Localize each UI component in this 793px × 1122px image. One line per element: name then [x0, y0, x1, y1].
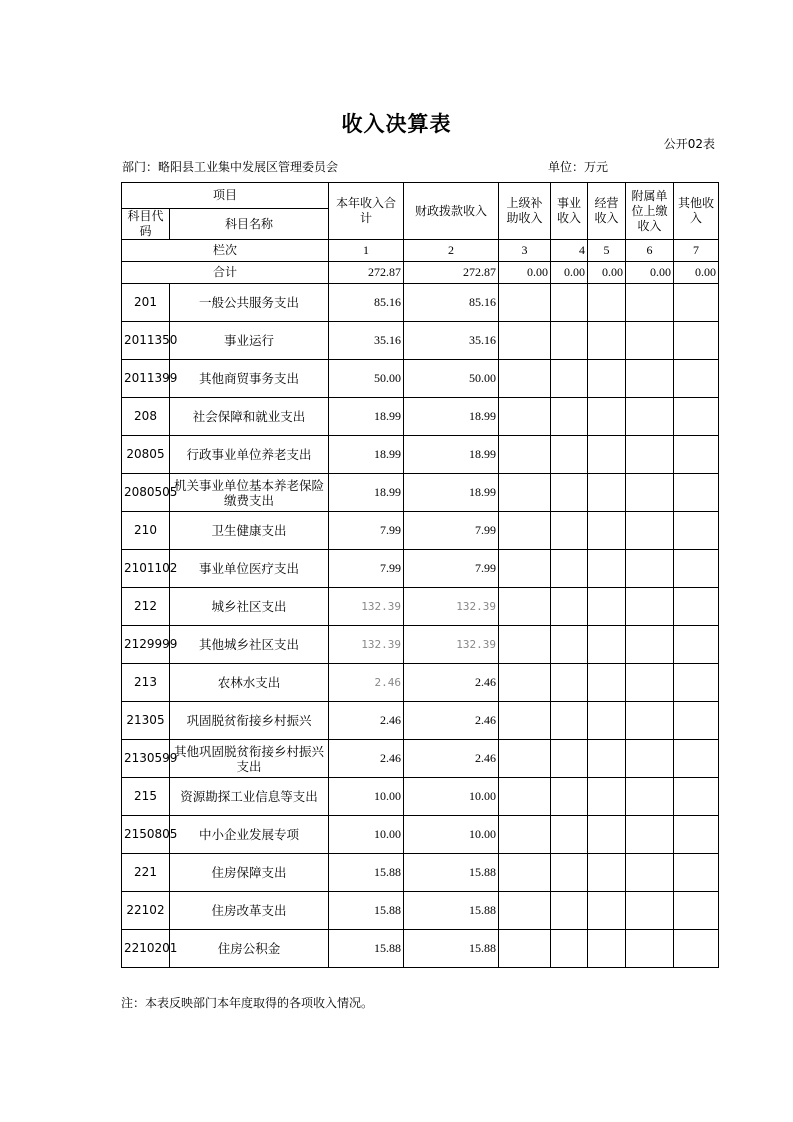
total-income-cell: 2.46 [329, 664, 404, 702]
subject-name: 其他巩固脱贫衔接乡村振兴支出 [170, 740, 329, 778]
total-income-cell: 10.00 [329, 816, 404, 854]
footnote: 注：本表反映部门本年度取得的各项收入情况。 [121, 996, 374, 1010]
total-income-cell: 2.46 [329, 702, 404, 740]
subject-name: 机关事业单位基本养老保险缴费支出 [170, 474, 329, 512]
subject-name: 农林水支出 [170, 664, 329, 702]
fiscal-income-cell: 132.39 [404, 626, 499, 664]
fiscal-income-cell: 10.00 [404, 816, 499, 854]
header-subject-code: 科目代码 [122, 209, 170, 240]
fiscal-income-cell: 10.00 [404, 778, 499, 816]
total-value: 272.87 [329, 262, 404, 284]
table-row [122, 474, 719, 512]
table-row [122, 740, 719, 778]
total-row [122, 262, 719, 284]
subject-code: 2130599 [122, 740, 170, 778]
total-income-cell: 15.88 [329, 854, 404, 892]
total-income-cell: 15.88 [329, 930, 404, 968]
subject-name: 行政事业单位养老支出 [170, 436, 329, 474]
total-income-cell: 50.00 [329, 360, 404, 398]
total-value: 0.00 [626, 262, 674, 284]
subject-code: 213 [122, 664, 170, 702]
total-income-cell: 18.99 [329, 398, 404, 436]
total-income-cell: 132.39 [329, 588, 404, 626]
header-subject-name: 科目名称 [170, 209, 329, 240]
table-row [122, 816, 719, 854]
fiscal-income-cell: 50.00 [404, 360, 499, 398]
table-row [122, 930, 719, 968]
total-label: 合计 [122, 262, 329, 284]
fiscal-income-cell: 85.16 [404, 284, 499, 322]
subject-code: 21305 [122, 702, 170, 740]
total-income-cell: 35.16 [329, 322, 404, 360]
table-row [122, 398, 719, 436]
income-table [121, 182, 719, 968]
subject-code: 2101102 [122, 550, 170, 588]
subject-name: 住房公积金 [170, 930, 329, 968]
subject-code: 2011399 [122, 360, 170, 398]
table-row [122, 284, 719, 322]
fiscal-income-cell: 18.99 [404, 436, 499, 474]
fiscal-income-cell: 18.99 [404, 474, 499, 512]
total-income-cell: 85.16 [329, 284, 404, 322]
subject-name: 城乡社区支出 [170, 588, 329, 626]
table-row [122, 360, 719, 398]
subject-code: 201 [122, 284, 170, 322]
line-label: 栏次 [122, 240, 329, 262]
fiscal-income-cell: 15.88 [404, 930, 499, 968]
total-income-cell: 7.99 [329, 550, 404, 588]
fiscal-income-cell: 15.88 [404, 854, 499, 892]
page-title: 收入决算表 [341, 112, 452, 136]
subject-code: 210 [122, 512, 170, 550]
subject-name: 其他商贸事务支出 [170, 360, 329, 398]
line-col: 4 [551, 240, 588, 262]
subject-code: 22102 [122, 892, 170, 930]
form-code: 公开02表 [663, 137, 715, 151]
table-row [122, 436, 719, 474]
fiscal-income-cell: 2.46 [404, 702, 499, 740]
total-income-cell: 18.99 [329, 436, 404, 474]
subject-name: 事业单位医疗支出 [170, 550, 329, 588]
subject-code: 215 [122, 778, 170, 816]
subject-code: 2129999 [122, 626, 170, 664]
subject-code: 2150805 [122, 816, 170, 854]
table-row [122, 702, 719, 740]
total-value: 0.00 [674, 262, 719, 284]
fiscal-income-cell: 15.88 [404, 892, 499, 930]
subject-name: 一般公共服务支出 [170, 284, 329, 322]
line-col: 1 [329, 240, 404, 262]
table-row [122, 626, 719, 664]
header-fiscal-income: 财政拨款收入 [404, 183, 499, 240]
line-col: 2 [404, 240, 499, 262]
line-col: 5 [588, 240, 626, 262]
total-income-cell: 132.39 [329, 626, 404, 664]
header-business-income: 事业收入 [551, 183, 588, 240]
subject-name: 资源勘探工业信息等支出 [170, 778, 329, 816]
table-row [122, 892, 719, 930]
table-row [122, 512, 719, 550]
subject-name: 中小企业发展专项 [170, 816, 329, 854]
table-row [122, 778, 719, 816]
subject-name: 其他城乡社区支出 [170, 626, 329, 664]
subject-name: 住房改革支出 [170, 892, 329, 930]
total-value: 0.00 [499, 262, 551, 284]
total-income-cell: 15.88 [329, 892, 404, 930]
line-number-row [122, 240, 719, 262]
subject-code: 208 [122, 398, 170, 436]
total-value: 0.00 [551, 262, 588, 284]
subject-code: 2011350 [122, 322, 170, 360]
unit-label: 单位：万元 [548, 160, 609, 174]
subject-name: 事业运行 [170, 322, 329, 360]
department-label: 部门：略阳县工业集中发展区管理委员会 [122, 160, 339, 174]
header-item: 项目 [122, 183, 329, 209]
fiscal-income-cell: 132.39 [404, 588, 499, 626]
subject-name: 住房保障支出 [170, 854, 329, 892]
table-row [122, 664, 719, 702]
header-operating-income: 经营收入 [588, 183, 626, 240]
table-row [122, 550, 719, 588]
line-col: 3 [499, 240, 551, 262]
line-col: 7 [674, 240, 719, 262]
table-row [122, 588, 719, 626]
total-value: 272.87 [404, 262, 499, 284]
fiscal-income-cell: 35.16 [404, 322, 499, 360]
fiscal-income-cell: 2.46 [404, 664, 499, 702]
fiscal-income-cell: 18.99 [404, 398, 499, 436]
total-income-cell: 10.00 [329, 778, 404, 816]
subject-code: 221 [122, 854, 170, 892]
fiscal-income-cell: 2.46 [404, 740, 499, 778]
line-col: 6 [626, 240, 674, 262]
total-income-cell: 2.46 [329, 740, 404, 778]
fiscal-income-cell: 7.99 [404, 512, 499, 550]
table-row [122, 854, 719, 892]
header-superior-subsidy: 上级补助收入 [499, 183, 551, 240]
total-income-cell: 7.99 [329, 512, 404, 550]
header-affiliated-income: 附属单位上缴收入 [626, 183, 674, 240]
subject-name: 社会保障和就业支出 [170, 398, 329, 436]
total-income-cell: 18.99 [329, 474, 404, 512]
table-row [122, 322, 719, 360]
subject-code: 2080505 [122, 474, 170, 512]
subject-code: 20805 [122, 436, 170, 474]
subject-code: 212 [122, 588, 170, 626]
subject-name: 巩固脱贫衔接乡村振兴 [170, 702, 329, 740]
total-value: 0.00 [588, 262, 626, 284]
subject-code: 2210201 [122, 930, 170, 968]
subject-name: 卫生健康支出 [170, 512, 329, 550]
header-row-1 [122, 183, 719, 209]
header-total-income: 本年收入合计 [329, 183, 404, 240]
fiscal-income-cell: 7.99 [404, 550, 499, 588]
header-other-income: 其他收入 [674, 183, 719, 240]
